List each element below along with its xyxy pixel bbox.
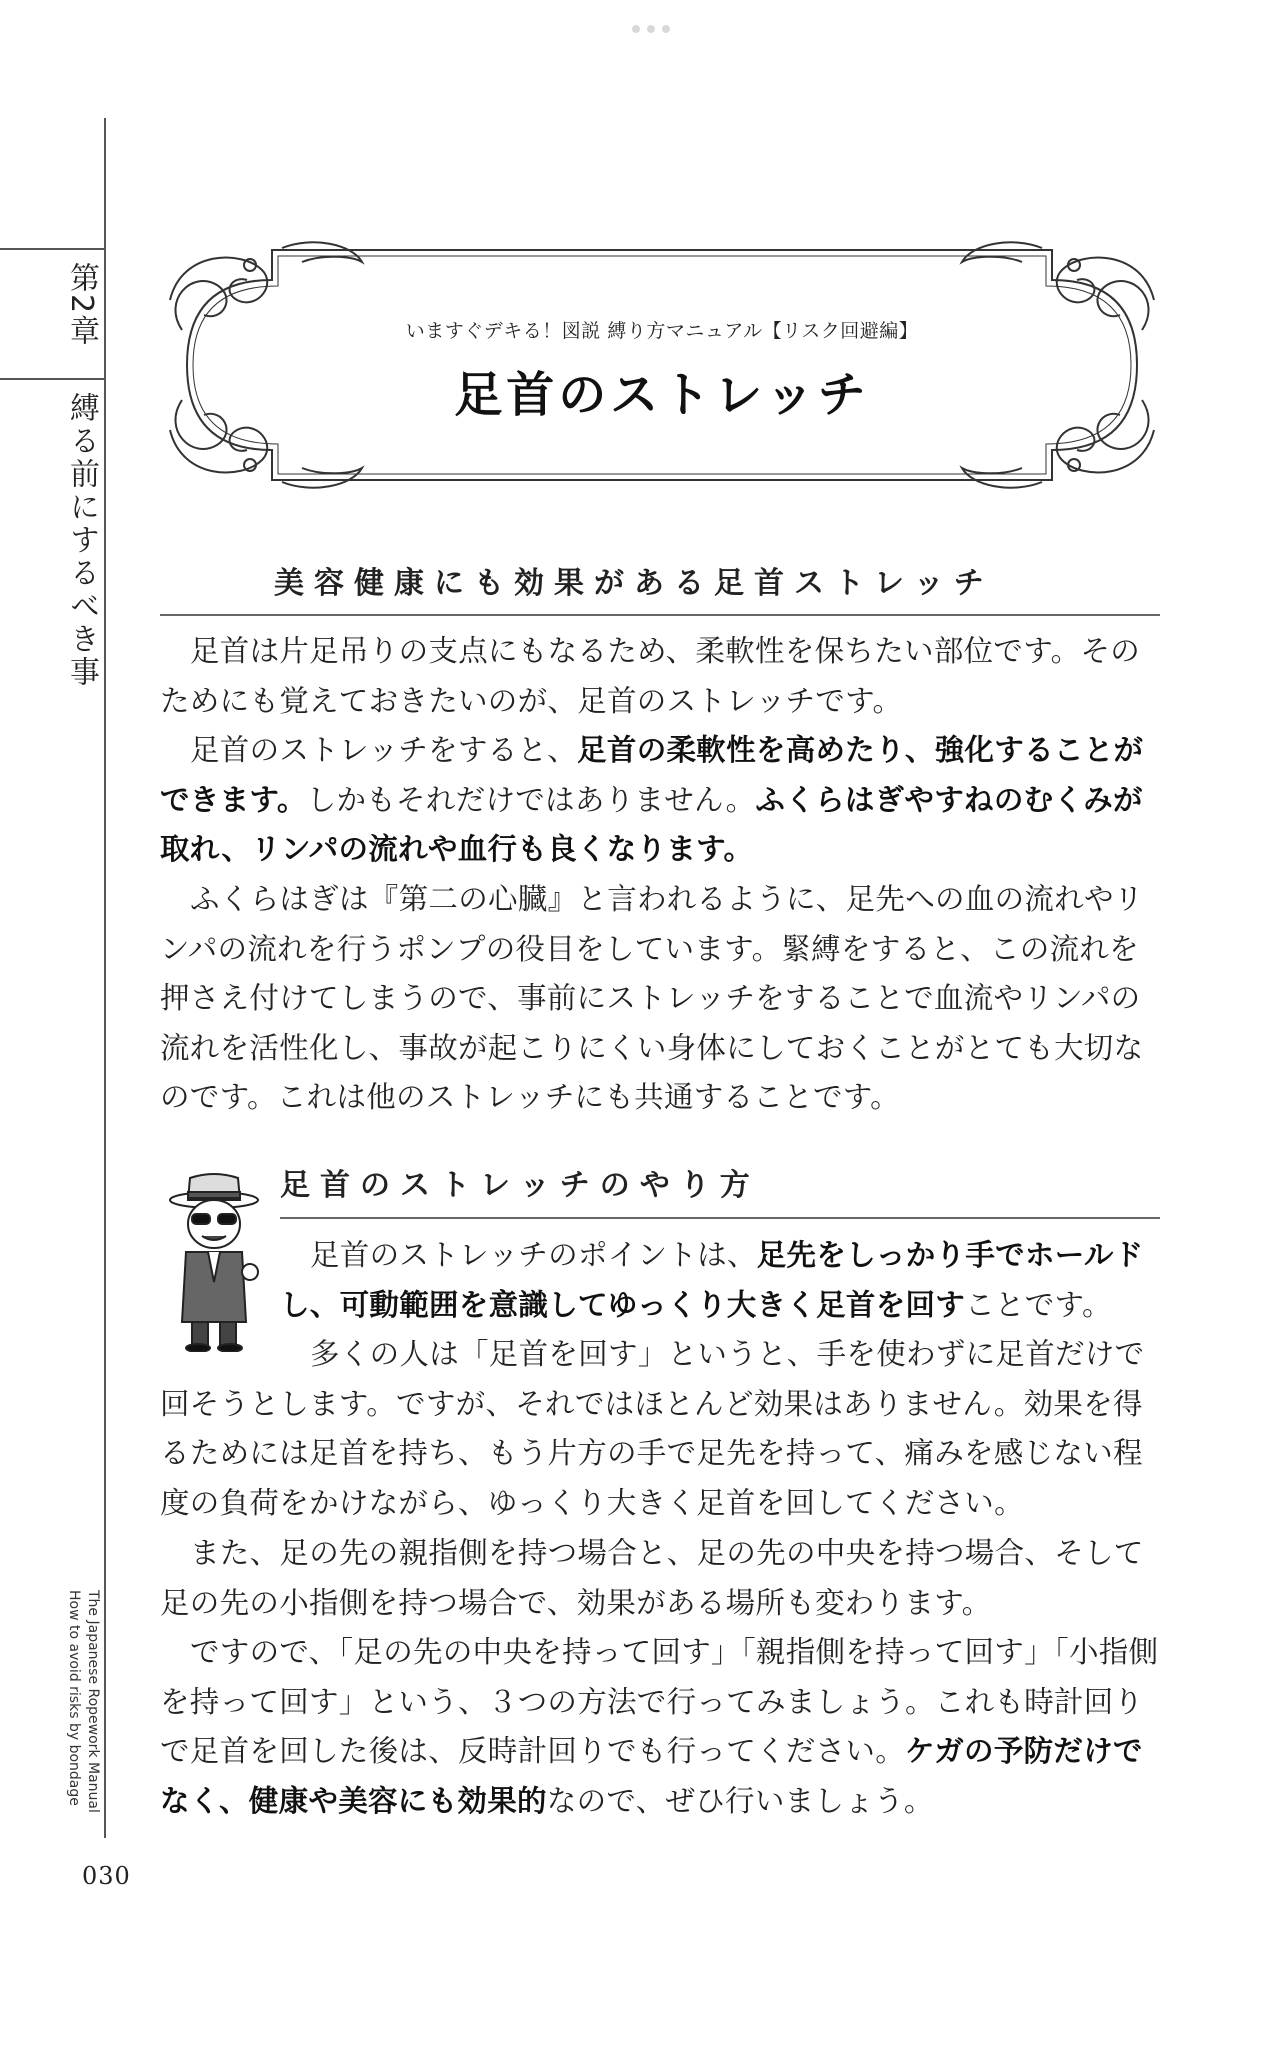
- mascot-illustration-icon: [168, 1172, 260, 1352]
- body-paragraph: 足首のストレッチのポイントは、足先をしっかり手でホールドし、可動範囲を意識してゆっくり大きく足首を回すことです。: [280, 1238, 1144, 1322]
- section-rule: [280, 1217, 1160, 1219]
- body-paragraph: 多くの人は「足首を回す」というと、手を使わずに足首だけで回そうとします。ですが、それではほとんど効果はありません。効果を得るためには足首を持ち、もう片方の手で足先を持って、痛みを感じない程度の負荷をかけながら、ゆっくり大きく足首を回してください。: [160, 1337, 1145, 1520]
- book-title-line2: How to avoid risks by bondage: [66, 1590, 82, 1806]
- chapter-title: 縛る前にするべき事: [64, 392, 99, 689]
- body-paragraph: また、足の先の親指側を持つ場合と、足の先の中央を持つ場合、そして足の先の小指側を持つ場合で、効果がある場所も変わります。: [160, 1536, 1144, 1620]
- page-indicator-dots: [632, 25, 670, 33]
- body-paragraph: 足首は片足吊りの支点にもなるため、柔軟性を保ちたい部位です。そのためにも覚えておきたいのが、足首のストレッチです。: [160, 634, 1141, 718]
- series-title: いますぐデキる！図説 縛り方マニュアル【リスク回避編】: [405, 320, 919, 342]
- body-paragraph: 足首のストレッチをすると、足首の柔軟性を高めたり、強化することができます。しかもそれだけではありません。ふくらはぎやすねのむくみが取れ、リンパの流れや血行も良くなります。: [160, 733, 1144, 867]
- margin-rule: [104, 118, 106, 1838]
- chapter-label: 第2章: [64, 262, 99, 348]
- section-heading: 足首のストレッチのやり方: [280, 1168, 760, 1203]
- page-number: 030: [82, 1862, 131, 1890]
- book-title: [58, 1590, 102, 1830]
- book-title-line1: The Japanese Ropework Manual: [85, 1590, 101, 1813]
- body-paragraph: ですので、「足の先の中央を持って回す」「親指側を持って回す」「小指側を持って回す」という、３つの方法で行ってみましょう。これも時計回りで足首を回した後は、反時計回りでも行ってください。ケガの予防だけでなく、健康や美容にも効果的なので、ぜひ行いましょう。: [160, 1635, 1159, 1818]
- body-paragraph: ふくらはぎは『第二の心臓』と言われるように、足先への血の流れやリンパの流れを行うポンプの役目をしています。緊縛をすると、この流れを押さえ付けてしまうので、事前にストレッチをすることで血流やリンパの流れを活性化し、事故が起こりにくい身体にしておくことがとても大切なのです。これは他のストレッチにも共通することです。: [160, 882, 1144, 1115]
- page-title: 足首のストレッチ: [454, 367, 870, 423]
- section-rule: [160, 614, 1160, 616]
- section-heading: 美容健康にも効果がある足首ストレッチ: [274, 566, 994, 601]
